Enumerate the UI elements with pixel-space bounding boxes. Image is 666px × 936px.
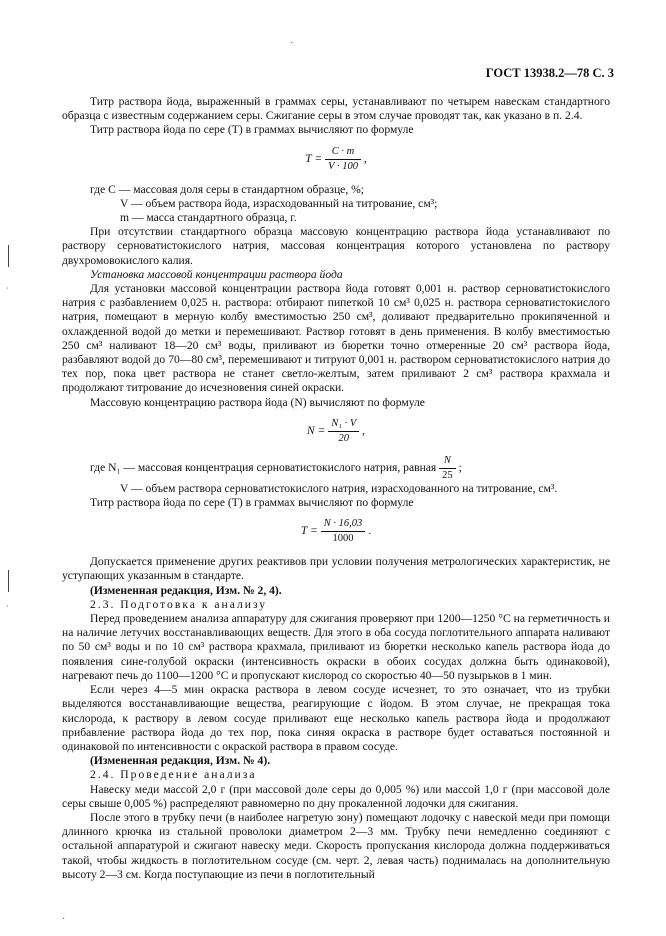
- formula-numerator: N · 16,03: [321, 518, 366, 532]
- formula-titer-sulfur: [62, 518, 610, 545]
- formula-fraction: [325, 146, 361, 173]
- legend-line: m — масса стандартного образца, г.: [120, 211, 297, 225]
- formula-lhs: T =: [305, 151, 323, 165]
- formula-tail: .: [368, 524, 372, 538]
- paragraph: После этого в трубку печи (в наиболее нагретую зону) помещают лодочку с навеской меди при помощи длинного крючка из стальной проволоки диаметром 2—3 мм. Трубку печи немедленно соединяют с остальной аппаратурой и сжигают навеску меди. Скорость пропускания кислорода должна поддерживаться такой, чтобы жидкость в поглотительном сосуде (см. черт. 2, левая часть) поднималась на дополнительную высоту 2—3 см. Когда поступающие из печи в поглотительный: [62, 810, 610, 881]
- scan-dot: ·: [62, 914, 66, 925]
- scan-dot: ·: [290, 38, 294, 49]
- page-header: ГОСТ 13938.2—78 С. 3: [485, 66, 614, 80]
- section-heading: 2.3. Подготовка к анализу: [90, 597, 268, 611]
- legend-line: V — объем раствора йода, израсходованный на титрование, см³;: [120, 196, 438, 210]
- formula-concentration: [62, 418, 610, 445]
- legend-line: V — объем раствора серноватистокислого натрия, израсходованного на титрование, см³.: [120, 481, 558, 495]
- amendment-note: (Измененная редакция, Изм. № 2, 4).: [90, 583, 282, 597]
- formula-tail: ,: [363, 151, 367, 165]
- section-heading: 2.4. Проведение анализа: [90, 768, 257, 782]
- formula-titer: [62, 146, 610, 173]
- legend-text: где N₁ — массовая концентрация серноватистокислого натрия, равная: [90, 461, 437, 475]
- formula-lhs: T =: [300, 524, 318, 538]
- paragraph: Для установки массовой концентрации раствора йода готовят 0,001 н. раствор серноватистокислого натрия с разбавлением 0,025 н. раствора: отбирают пипеткой 10 см³ 0,025 н. раствора серноватистокислого натрия, помещают в мерную колбу вместимостью 250 см³, доливают предварительно прокипяченной и охлажденной водой до метки и перемешивают. Раствор готовят в день применения. В колбу вместимостью 250 см³ наливают 18—20 см³ воды, приливают из бюретки точно отмеренные 20 см³ раствора йода, разбавляют водой до 70—80 см³, перемешивают и титруют 0,001 н. раствором серноватистокислого натрия до тех пор, пока цвет раствора не станет светло-желтым, затем приливают 2 см³ раствора крахмала и продолжают титрование до исчезновения синей окраски.: [62, 282, 610, 395]
- amendment-note: (Измененная редакция, Изм. № 4).: [90, 754, 271, 768]
- formula-fraction: [321, 518, 366, 545]
- margin-mark: [8, 570, 9, 592]
- formula-numerator: N₁ · V: [328, 418, 359, 432]
- document-body: [62, 95, 610, 882]
- formula-numerator: C · m: [325, 146, 361, 160]
- legend-line: [62, 455, 610, 482]
- paragraph: Титр раствора йода, выраженный в граммах серы, устанавливают по четырем навескам стандартного образца с известным содержанием серы. Сжигание серы в этом случае проводят так, как указано в п. 2.4.: [62, 95, 610, 123]
- paragraph: Массовую концентрацию раствора йода (N) вычисляют по формуле: [90, 395, 425, 409]
- margin-tick: ·: [6, 602, 9, 611]
- paragraph: Если через 4—5 мин окраска раствора в левом сосуде исчезнет, то это означает, что из трубки выделяются восстанавливающие вещества, реагирующие с йодом. В этом случае, не прекращая тока кислорода, к раствору в левом сосуде приливают еще несколько капель раствора йода и продолжают прибавление раствора йода до тех пор, пока синяя окраска в растворе будет оставаться постоянной и одинаковой по интенсивности с окраской раствора в правом сосуде.: [62, 683, 610, 753]
- margin-mark: [8, 245, 9, 267]
- formula-denominator: 1000: [332, 533, 354, 545]
- formula-fraction: [328, 418, 359, 445]
- paragraph: При отсутствии стандартного образца массовую концентрацию раствора йода устанавливают по раствору серноватистокислого натрия, массовая концентрация которого установлена по раствору двухромовокислого калия.: [62, 225, 610, 267]
- formula-denominator: 20: [338, 432, 350, 444]
- subheading: Установка массовой концентрации раствора йода: [90, 267, 343, 281]
- paragraph: Перед проведением анализа аппаратуру для сжигания проверяют при 1200—1250 °С на герметичность и на наличие летучих восстанавливающих веществ. Для этого в оба сосуда поглотительного аппарата наливают по 50 см³ воды и по 10 см³ раствора крахмала, приливают из бюретки несколько капель раствора йода до появления сине-голубой окраски (интенсивность окраски в обоих сосудах должна быть одинаковой), нагревают печь до 1100—1200 °С и пропускают кислород со скоростью 40—50 пузырьков в 1 мин.: [62, 612, 610, 682]
- inline-denominator: 25: [442, 469, 453, 481]
- legend-line: где C — массовая доля серы в стандартном образце, %;: [90, 182, 365, 196]
- formula-tail: ,: [362, 424, 366, 438]
- legend-tail: ;: [458, 461, 462, 475]
- paragraph: Титр раствора йода по сере (T) в граммах вычисляют по формуле: [90, 496, 414, 510]
- paragraph: Навеску меди массой 2,0 г (при массовой доле серы до 0,005 %) или массой 1,0 г (при массовой доле серы свыше 0,005 %) распределяют равномерно по дну прокаленной лодочки для сжигания.: [62, 782, 610, 810]
- formula-lhs: N =: [306, 424, 326, 438]
- paragraph: Допускается применение других реактивов при условии получения метрологических характеристик, не уступающих указанным в стандарте.: [62, 555, 610, 583]
- paragraph: Титр раствора йода по сере (T) в граммах вычисляют по формуле: [90, 123, 414, 137]
- margin-tick: ·: [6, 284, 9, 293]
- formula-denominator: V · 100: [328, 160, 358, 172]
- inline-fraction: [439, 455, 456, 482]
- inline-numerator: N: [439, 455, 456, 469]
